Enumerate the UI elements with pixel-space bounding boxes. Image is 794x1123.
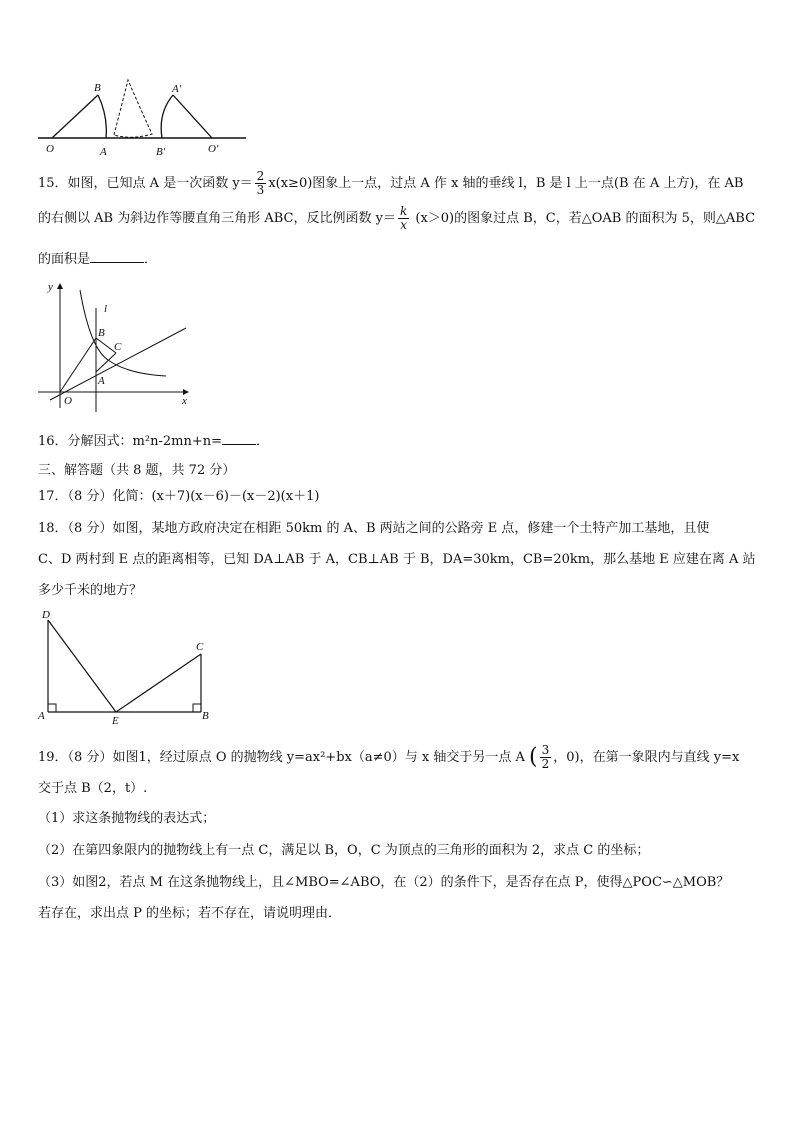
label-A: A: [100, 146, 107, 158]
fraction-k-over-x: [398, 205, 409, 232]
q19-line-1: [38, 744, 739, 771]
label-A: A: [38, 710, 45, 722]
q19-part-3: [38, 875, 729, 891]
label-D: D: [42, 609, 50, 621]
figure-q15: [36, 278, 196, 412]
arc-BA: [98, 95, 106, 138]
frac-den: x: [400, 218, 407, 232]
q19-part-2: [38, 843, 649, 859]
frac-num: 3: [541, 743, 550, 757]
section-title: 三、解答题（共 8 题，共 72 分）: [38, 463, 236, 478]
label-O: O: [64, 395, 72, 407]
segment-OB: [52, 95, 98, 138]
label-y: y: [48, 281, 53, 293]
right-angle-A: [48, 704, 56, 712]
answer-blank[interactable]: [222, 432, 256, 445]
right-angle-B: [193, 704, 201, 712]
segment-OB: [60, 338, 96, 392]
figure-q18: [36, 606, 216, 726]
q15-line-1: [38, 170, 744, 197]
q16-text: 16．分解因式：m²n-2mn+n=: [38, 434, 222, 449]
q19-part-4-text: 若存在，求出点 P 的坐标；若不存在，请说明理由．: [38, 906, 342, 921]
q19-text-1b: ，0)，在第一象限内与直线 y=x: [553, 750, 740, 765]
q19-text-1a: 19．（8 分）如图1，经过原点 O 的抛物线 y=ax²+bx（a≠0）与 x 轴交于另一点 A: [38, 750, 525, 765]
q15-line-2: [38, 205, 755, 232]
q18-text-3: 多少千米的地方？: [38, 583, 143, 598]
label-x: x: [182, 395, 187, 407]
fraction-two-thirds: [255, 170, 267, 197]
q18-text-2: C、D 两村到 E 点的距离相等，已知 DA⊥AB 于 A，CB⊥AB 于 B，DA=30km，CB=20km，那么基地 E 应建在离 A 站: [38, 552, 756, 567]
frac-den: 2: [541, 757, 550, 771]
label-O: O: [46, 143, 54, 155]
q19-line-2: [38, 781, 147, 797]
q15-line-3: [38, 250, 157, 268]
label-E: E: [112, 715, 119, 726]
hyperbola-curve: [80, 290, 166, 376]
q19-text-2: 交于点 B（2，t）.: [38, 781, 148, 796]
open-paren: (: [529, 744, 538, 770]
q15-text-1a: 15．如图，已知点 A 是一次函数 y＝: [38, 176, 253, 191]
q18-line-3: [38, 583, 142, 599]
label-O-prime: O′: [208, 143, 219, 155]
q18-line-1: [38, 521, 709, 537]
q15-text-1b: x(x≥0)图象上一点，过点 A 作 x 轴的垂线 l，B 是 l 上一点(B 在 A 上方)，在 AB: [268, 176, 744, 191]
q16: [38, 432, 269, 450]
frac-num: 2: [256, 169, 265, 183]
frac-num: k: [399, 204, 408, 218]
linear-function-line: [50, 328, 186, 400]
q15-text-3: 的面积是: [38, 252, 91, 267]
label-A: A: [98, 375, 105, 387]
answer-blank[interactable]: [90, 250, 144, 263]
dashed-sector: [114, 80, 152, 137]
q19-part-1-text: （1）求这条抛物线的表达式；: [38, 811, 216, 826]
figure-q14: [36, 78, 248, 160]
frac-den: 3: [256, 183, 265, 197]
q16-end: ．: [255, 434, 269, 449]
label-l: l: [104, 303, 108, 315]
q19-part-1: [38, 811, 215, 827]
segment-A-prime-O-prime: [173, 95, 212, 138]
section-header: [38, 463, 235, 479]
q17: [38, 489, 319, 505]
q19-part-3-text: （3）如图2，若点 M 在这条抛物线上，且∠MBO=∠ABO，在（2）的条件下，是否存在点 P，使得△POC∽△MOB？: [38, 875, 730, 890]
q17-text: 17．（8 分）化简：(x＋7)(x－6)－(x－2)(x＋1): [38, 489, 320, 504]
label-B: B: [94, 82, 101, 94]
segment-EC: [116, 654, 201, 712]
q19-part-4: [38, 906, 341, 922]
q19-part-2-text: （2）在第四象限内的抛物线上有一点 C，满足以 B，O，C 为顶点的三角形的面积为 2，求点 C 的坐标；: [38, 843, 650, 858]
fraction-three-halves: [540, 744, 552, 771]
segment-DE: [48, 620, 116, 712]
label-B: B: [202, 710, 209, 722]
arc-B-prime-A-prime: [161, 95, 173, 138]
q18-text-1: 18．（8 分）如图，某地方政府决定在相距 50km 的 A、B 两站之间的公路旁 E 点，修建一个土特产加工基地，且使: [38, 521, 710, 536]
label-B: B: [98, 327, 105, 339]
label-A-prime: A′: [172, 83, 182, 95]
label-C: C: [114, 341, 122, 353]
q18-line-2: [38, 552, 756, 568]
q15-text-2b: (x＞0)的图象过点 B，C，若△OAB 的面积为 5，则△ABC: [415, 211, 756, 226]
q15-text-3-end: ．: [144, 252, 158, 267]
label-B-prime: B′: [156, 146, 166, 158]
q15-text-2a: 的右侧以 AB 为斜边作等腰直角三角形 ABC，反比例函数 y＝: [38, 211, 396, 226]
label-C: C: [196, 641, 204, 653]
segment-AC: [96, 353, 116, 372]
